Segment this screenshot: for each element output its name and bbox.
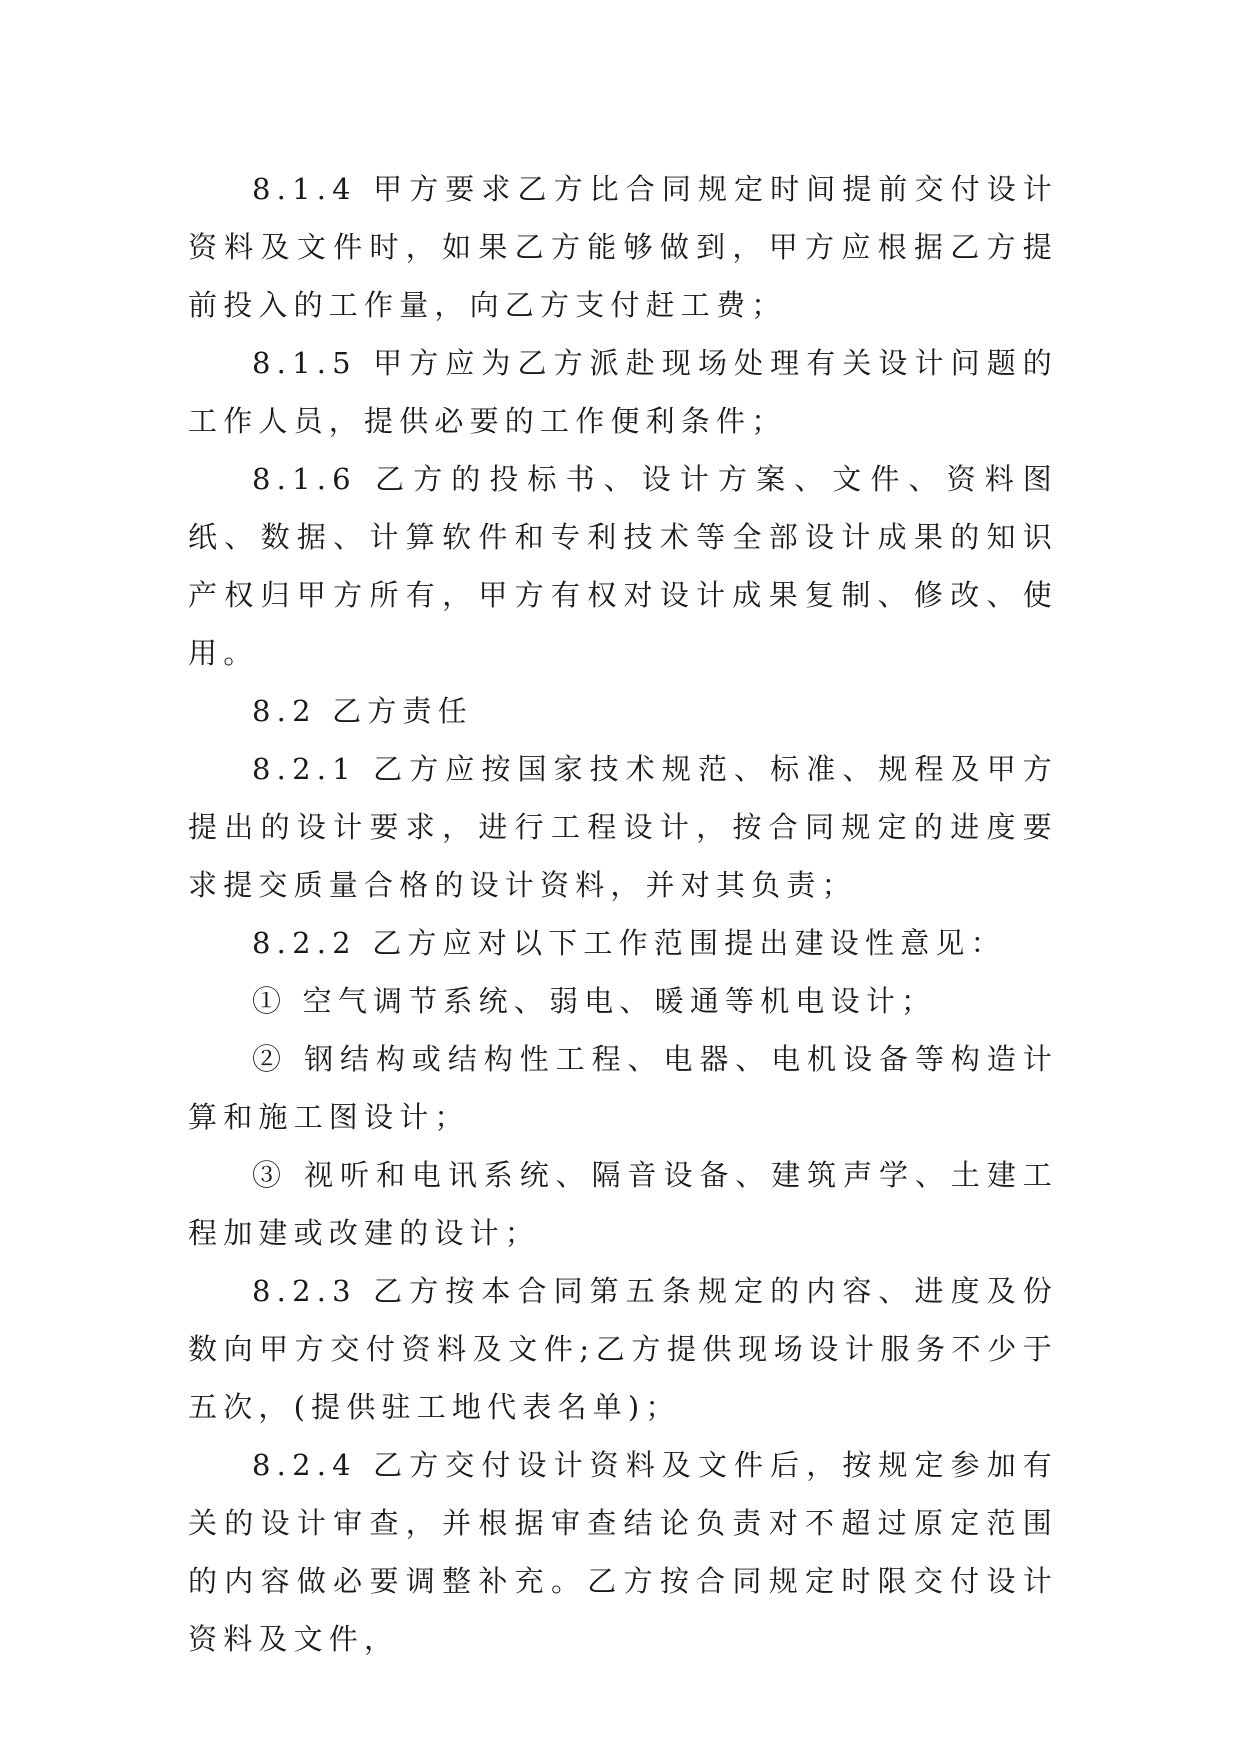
document-body	[188, 160, 1058, 1668]
paragraph-8-1-4: 8.1.4 甲方要求乙方比合同规定时间提前交付设计资料及文件时，如果乙方能够做到，甲方应根据乙方提前投入的工作量，向乙方支付赶工费；	[188, 172, 1058, 322]
list-item-1: ① 空气调节系统、弱电、暖通等机电设计；	[252, 984, 937, 1018]
section-heading-8-2: 8.2 乙方责任	[252, 694, 473, 728]
list-item-3: ③ 视听和电讯系统、隔音设备、建筑声学、土建工程加建或改建的设计；	[188, 1158, 1058, 1250]
paragraph-8-2-3: 8.2.3 乙方按本合同第五条规定的内容、进度及份数向甲方交付资料及文件;乙方提供现场设计服务不少于五次，(提供驻工地代表名单)；	[188, 1274, 1058, 1424]
paragraph-8-1-5: 8.1.5 甲方应为乙方派赴现场处理有关设计问题的工作人员，提供必要的工作便利条件；	[188, 346, 1058, 438]
list-item-2: ② 钢结构或结构性工程、电器、电机设备等构造计算和施工图设计；	[188, 1042, 1058, 1134]
paragraph-8-2-1: 8.2.1 乙方应按国家技术规范、标准、规程及甲方提出的设计要求，进行工程设计，按合同规定的进度要求提交质量合格的设计资料，并对其负责；	[188, 752, 1058, 902]
paragraph-8-1-6: 8.1.6 乙方的投标书、设计方案、文件、资料图纸、数据、计算软件和专利技术等全部设计成果的知识产权归甲方所有，甲方有权对设计成果复制、修改、使用。	[188, 462, 1058, 670]
paragraph-8-2-2: 8.2.2 乙方应对以下工作范围提出建设性意见：	[252, 926, 1006, 960]
paragraph-8-2-4: 8.2.4 乙方交付设计资料及文件后，按规定参加有关的设计审查，并根据审查结论负责对不超过原定范围的内容做必要调整补充。乙方按合同规定时限交付设计资料及文件，	[188, 1448, 1058, 1656]
